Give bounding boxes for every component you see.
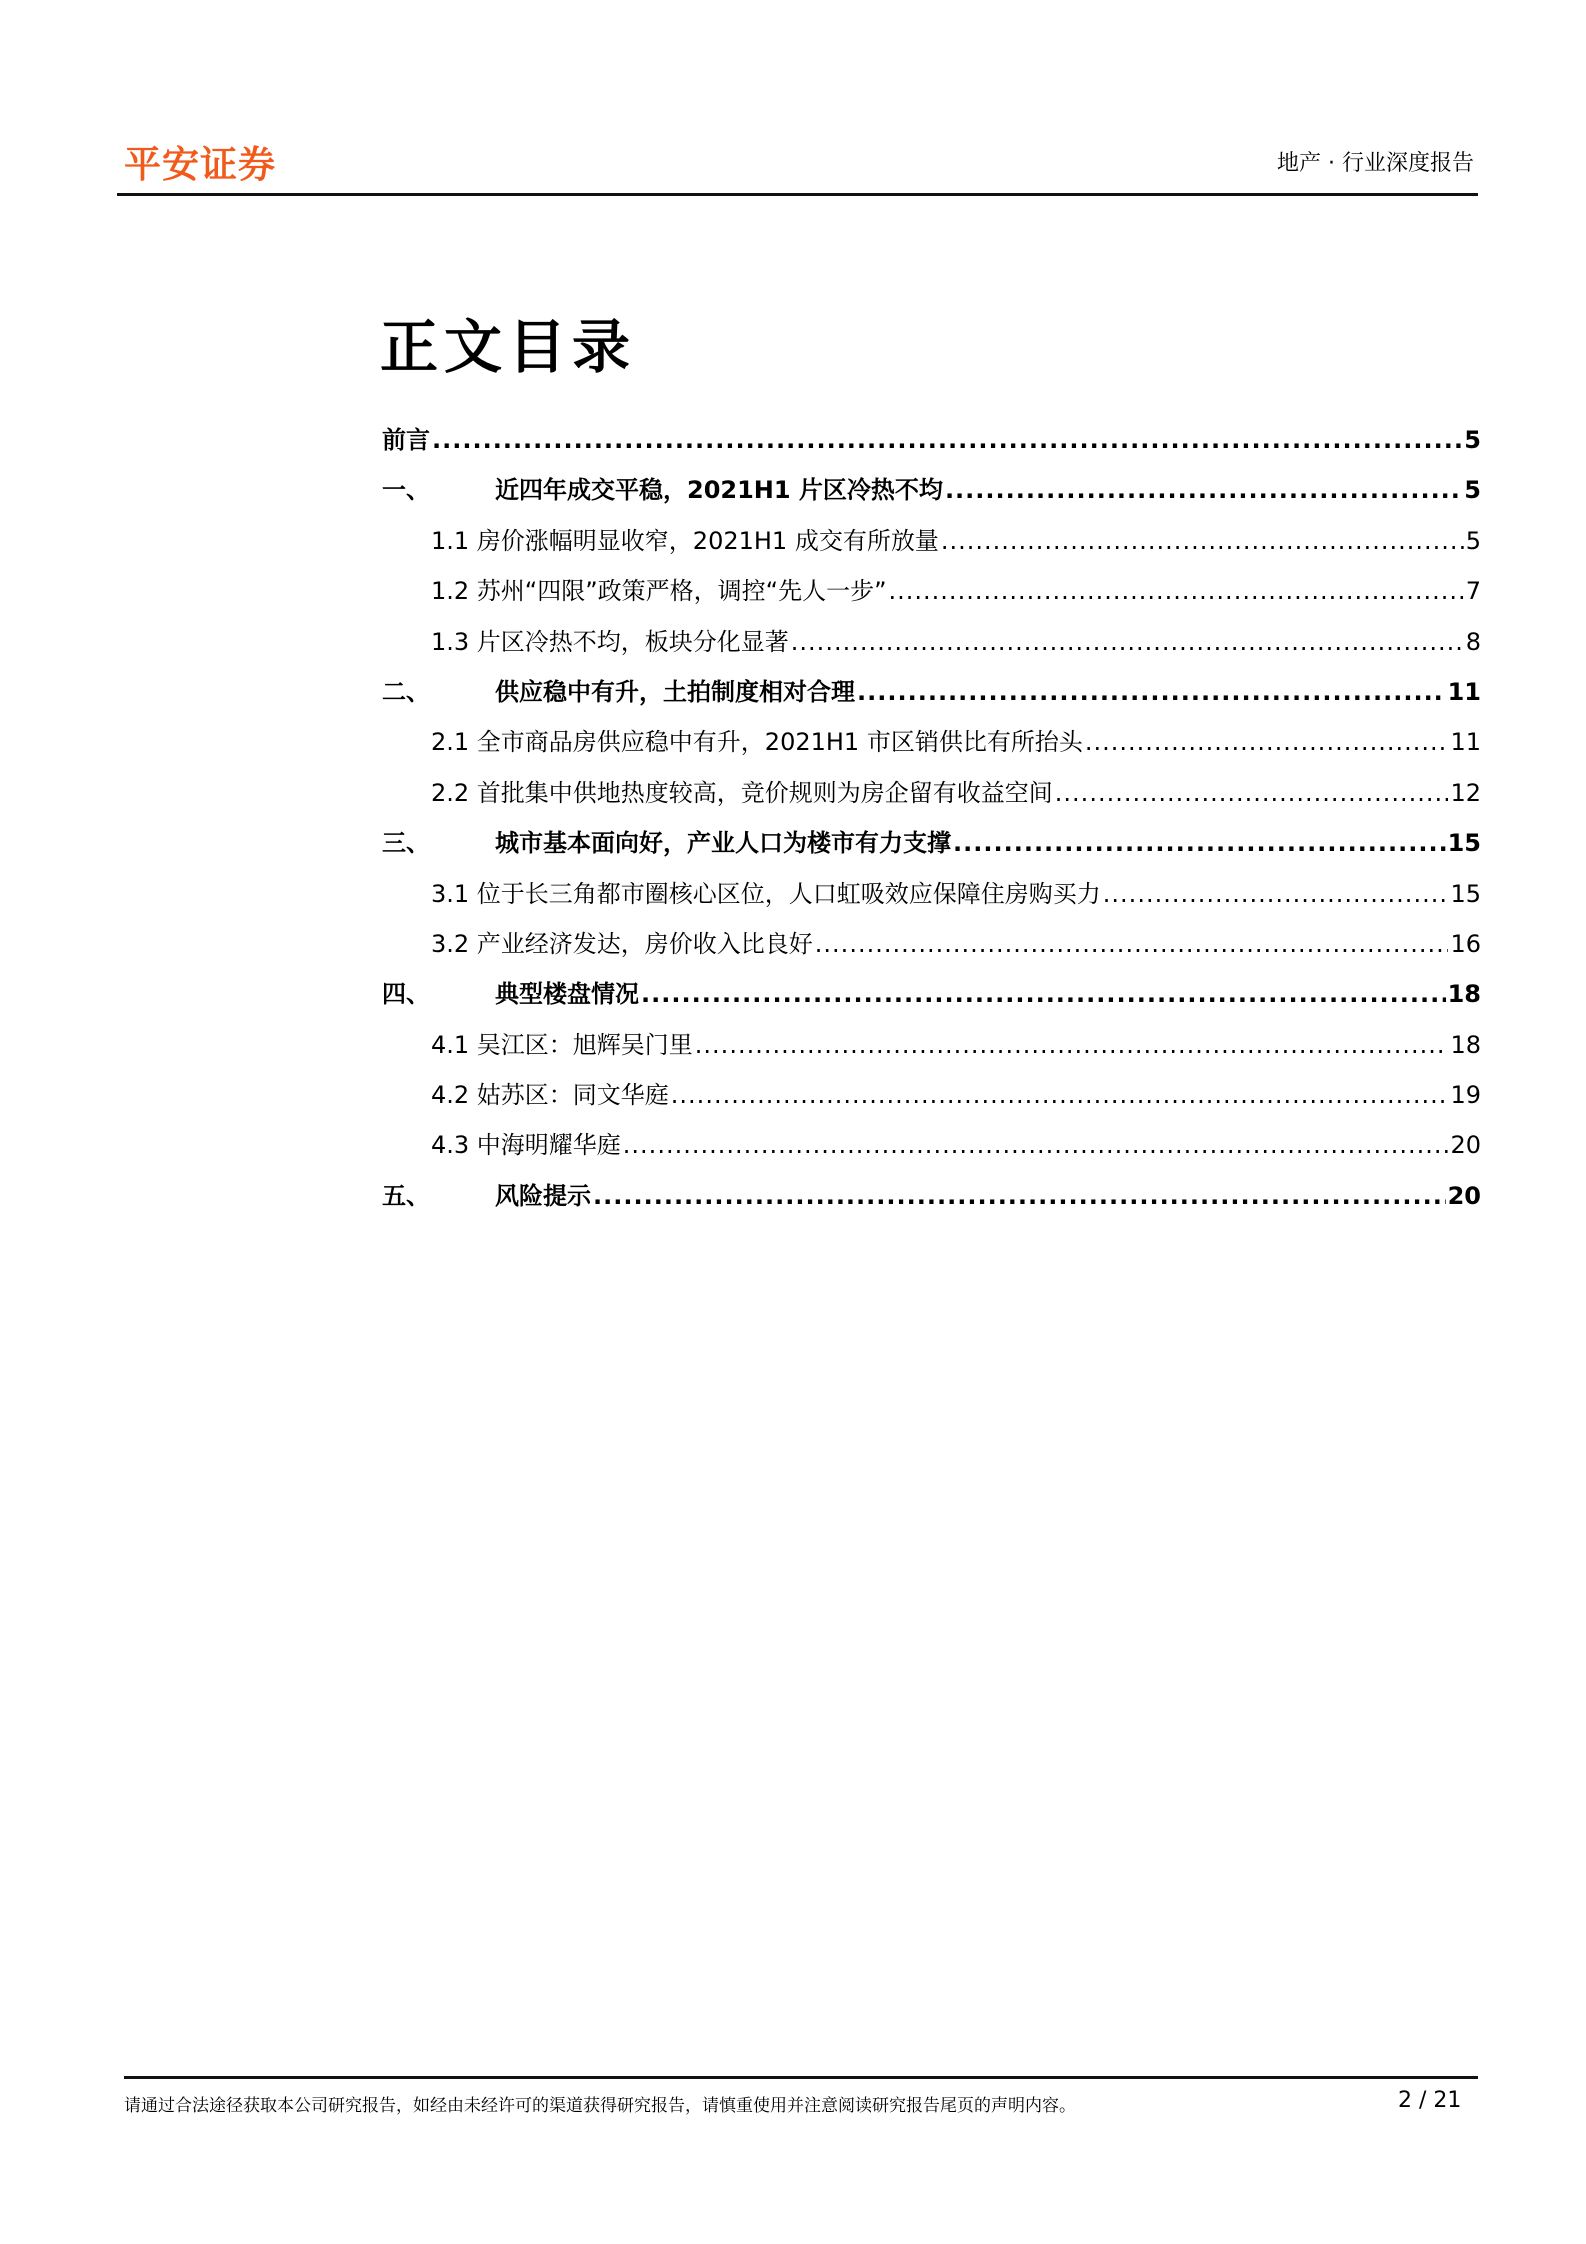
toc-leader-dots (857, 678, 1446, 706)
toc-entry-title: 1.2 苏州“四限”政策严格，调控“先人一步” (431, 577, 887, 606)
toc-entry[interactable] (382, 622, 1481, 672)
toc-entry-number: 一、 (382, 476, 430, 505)
toc-entry[interactable] (382, 1025, 1481, 1075)
toc-leader-dots (641, 980, 1446, 1008)
toc-entry-title: 风险提示 (495, 1181, 591, 1210)
toc-entry-page: 11 (1450, 728, 1481, 757)
toc-leader-dots (1103, 880, 1449, 908)
toc-entry[interactable] (382, 420, 1481, 470)
toc-leader-dots (953, 829, 1446, 857)
toc-leader-dots (671, 1081, 1449, 1109)
toc-leader-dots (623, 1131, 1449, 1159)
toc-entry-title: 4.2 姑苏区：同文华庭 (431, 1081, 669, 1110)
toc-entry-page: 19 (1450, 1081, 1481, 1110)
toc-entry-page: 18 (1450, 1030, 1481, 1059)
company-logo: 平安证券 (124, 143, 276, 186)
toc-leader-dots (593, 1182, 1446, 1210)
toc-entry-number: 四、 (382, 980, 430, 1009)
toc-leader-dots (791, 628, 1464, 656)
toc-entry-number: 三、 (382, 829, 430, 858)
toc-entry[interactable] (382, 874, 1481, 924)
toc-entry-title: 1.3 片区冷热不均，板块分化显著 (431, 627, 789, 656)
toc-leader-dots (815, 930, 1449, 958)
toc-entry-title: 4.1 吴江区：旭辉吴门里 (431, 1030, 693, 1059)
toc-entry[interactable] (382, 672, 1481, 722)
toc-entry-title: 3.1 位于长三角都市圈核心区位，人口虹吸效应保障住房购买力 (431, 879, 1101, 908)
toc-entry-page: 15 (1450, 879, 1481, 908)
toc-entry-page: 20 (1447, 1181, 1481, 1210)
toc-entry[interactable] (382, 571, 1481, 621)
toc-entry[interactable] (382, 924, 1481, 974)
toc-entry-page: 5 (1465, 526, 1481, 555)
toc-entry-page: 11 (1447, 677, 1481, 706)
toc-leader-dots (1055, 779, 1449, 807)
toc-leader-dots (889, 577, 1464, 605)
toc-entry[interactable] (382, 974, 1481, 1024)
toc-entry-page: 12 (1450, 778, 1481, 807)
toc-entry-page: 16 (1450, 929, 1481, 958)
footer-divider (124, 2076, 1478, 2079)
header-divider (117, 193, 1478, 196)
toc-entry-title: 3.2 产业经济发达，房价收入比良好 (431, 929, 813, 958)
toc-entry-title: 前言 (382, 426, 430, 454)
toc-entry-title: 近四年成交平稳，2021H1 片区冷热不均 (495, 476, 943, 505)
toc-entry-title: 2.2 首批集中供地热度较高，竞价规则为房企留有收益空间 (431, 778, 1053, 807)
toc-entry-title: 4.3 中海明耀华庭 (431, 1131, 621, 1160)
toc-leader-dots (1085, 728, 1449, 756)
toc-leader-dots (695, 1031, 1449, 1059)
toc-entry[interactable] (382, 1075, 1481, 1125)
toc-entry-page: 15 (1447, 829, 1481, 858)
toc-entry-title: 2.1 全市商品房供应稳中有升，2021H1 市区销供比有所抬头 (431, 728, 1083, 757)
toc-entry-page: 5 (1464, 476, 1481, 505)
toc-entry[interactable] (382, 773, 1481, 823)
toc-entry[interactable] (382, 722, 1481, 772)
toc-entry[interactable] (382, 823, 1481, 873)
page-title: 正文目录 (380, 313, 637, 381)
toc-entry-title: 供应稳中有升，土拍制度相对合理 (495, 677, 855, 706)
toc-entry-page: 20 (1450, 1131, 1481, 1160)
toc-entry-page: 18 (1447, 980, 1481, 1009)
toc-entry[interactable] (382, 470, 1481, 520)
toc-entry-page: 5 (1464, 426, 1481, 454)
toc-entry-page: 7 (1465, 577, 1481, 606)
toc-entry[interactable] (382, 521, 1481, 571)
toc-entry-number: 二、 (382, 677, 430, 706)
toc-entry-title: 1.1 房价涨幅明显收窄，2021H1 成交有所放量 (431, 526, 939, 555)
toc-entry-page: 8 (1465, 627, 1481, 656)
toc-entry[interactable] (382, 1176, 1481, 1226)
toc-leader-dots (432, 426, 1462, 454)
toc-entry-title: 城市基本面向好，产业人口为楼市有力支撑 (495, 829, 951, 858)
footer-disclaimer: 请通过合法途径获取本公司研究报告，如经由未经许可的渠道获得研究报告，请慎重使用并注意阅读研究报告尾页的声明内容。 (124, 2096, 1076, 2116)
toc-entry-title: 典型楼盘情况 (495, 980, 639, 1009)
toc-entry[interactable] (382, 1125, 1481, 1175)
toc-leader-dots (945, 476, 1462, 504)
report-category: 地产 · 行业深度报告 (1277, 151, 1474, 176)
toc-entry-number: 五、 (382, 1181, 430, 1210)
table-of-contents (382, 420, 1481, 1226)
toc-leader-dots (941, 527, 1464, 555)
page-number: 2 / 21 (1398, 2088, 1462, 2113)
